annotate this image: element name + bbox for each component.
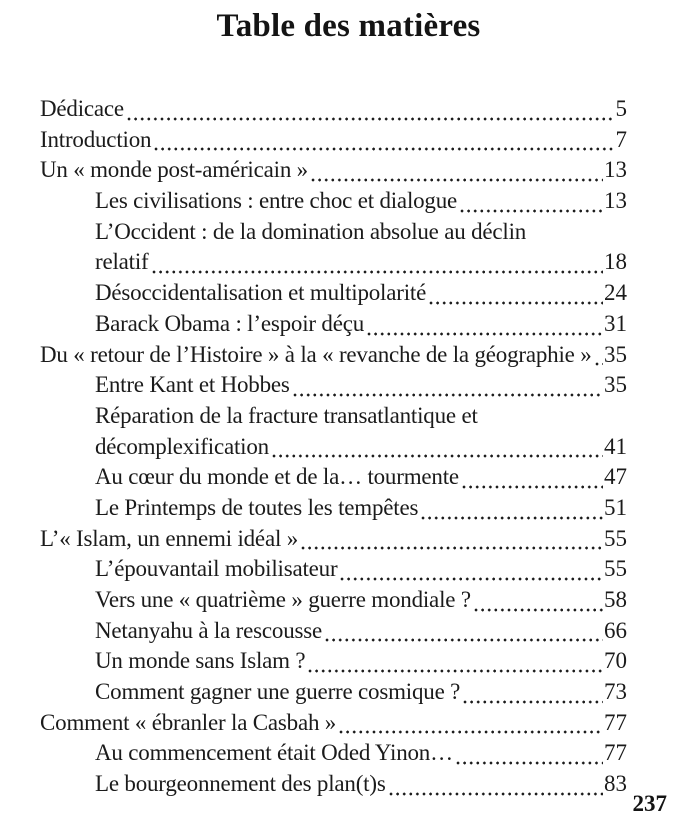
toc-entry (40, 618, 627, 649)
toc-entry-page: 83 (604, 771, 627, 797)
toc-entry-page: 77 (604, 709, 627, 735)
toc-entry-title: Comment gagner une guerre cosmique ? (95, 679, 461, 705)
page-title: Table des matières (216, 8, 481, 44)
toc-entry-page: 77 (604, 740, 627, 766)
dot-leader (460, 209, 603, 213)
toc-entry (40, 188, 627, 219)
toc-entry-page: 41 (604, 433, 627, 459)
dot-leader (474, 608, 603, 612)
toc-entry-title: Le Printemps de toutes les tempêtes (95, 494, 419, 520)
toc-entry (40, 710, 627, 741)
toc-entry-page: 73 (604, 679, 627, 705)
toc-entry (40, 434, 627, 465)
toc-entry-title: Au cœur du monde et de la… tourmente (95, 464, 459, 490)
dot-leader (311, 178, 603, 182)
dot-leader (325, 638, 603, 642)
toc-entry-title: Dédicace (40, 96, 124, 121)
toc-entry-page: 18 (604, 249, 627, 275)
dot-leader (367, 332, 603, 336)
toc-entry-title: Introduction (40, 126, 152, 152)
toc-entry (40, 219, 627, 250)
dot-leader (340, 577, 603, 581)
toc-entry-page: 24 (604, 280, 627, 306)
toc-entry-page: 55 (604, 525, 627, 551)
toc-entry (40, 648, 627, 679)
dot-leader (127, 117, 615, 121)
toc-entry (40, 495, 627, 526)
toc-entry-title: Entre Kant et Hobbes (95, 372, 290, 398)
dot-leader (456, 761, 603, 765)
toc-entry-title: Réparation de la fracture transatlantique et (95, 402, 478, 428)
toc-entry (40, 587, 627, 618)
toc-entry-title: Du « retour de l’Histoire » à la « revanche de la géographie » (40, 341, 592, 367)
toc-entry-title: L’Occident : de la domination absolue au déclin (95, 218, 527, 244)
toc-entry-page: 7 (615, 126, 627, 152)
toc-entry-title: Les civilisations : entre choc et dialogue (95, 188, 458, 214)
toc-entry-page: 35 (604, 372, 627, 398)
toc-entry (40, 342, 627, 373)
toc-entry (40, 280, 627, 311)
toc-entry (40, 127, 627, 158)
toc-entry (40, 249, 627, 280)
folio-page-number: 237 (632, 791, 667, 816)
toc-entry-page: 51 (604, 494, 627, 520)
dot-leader (462, 485, 603, 489)
toc-entry (40, 740, 627, 771)
toc-entry-title: Barack Obama : l’espoir déçu (95, 310, 365, 336)
dot-leader (595, 362, 603, 366)
dot-leader (308, 669, 603, 673)
toc-entry (40, 311, 627, 342)
toc-entry-page: 58 (604, 587, 627, 612)
dot-leader (339, 730, 603, 734)
toc-entry-title: Vers une « quatrième » guerre mondiale ? (95, 587, 471, 612)
table-of-contents (40, 96, 627, 802)
dot-leader (301, 546, 603, 550)
toc-entry (40, 157, 627, 188)
toc-entry-title: relatif (95, 249, 149, 275)
dot-leader (293, 393, 603, 397)
toc-entry-title: L’« Islam, un ennemi idéal » (40, 525, 298, 551)
toc-entry (40, 679, 627, 710)
dot-leader (389, 792, 603, 796)
toc-entry (40, 771, 627, 802)
toc-entry-page: 5 (615, 96, 627, 121)
toc-entry (40, 526, 627, 557)
toc-entry-title: Un monde sans Islam ? (95, 648, 306, 674)
toc-entry-title: L’épouvantail mobilisateur (95, 556, 338, 582)
dot-leader (152, 270, 603, 274)
toc-entry-page: 55 (604, 556, 627, 582)
toc-entry-page: 66 (604, 617, 627, 643)
toc-entry-title: décomplexification (95, 433, 269, 459)
toc-entry-title: Un « monde post-américain » (40, 157, 308, 183)
toc-entry (40, 556, 627, 587)
toc-entry-title: Le bourgeonnement des plan(t)s (95, 771, 386, 797)
toc-entry (40, 96, 627, 127)
dot-leader (421, 516, 603, 520)
toc-entry (40, 464, 627, 495)
dot-leader (272, 454, 603, 458)
toc-entry-page: 35 (604, 341, 627, 367)
toc-entry-page: 31 (604, 310, 627, 336)
dot-leader (154, 147, 614, 151)
toc-entry-page: 13 (604, 188, 627, 214)
toc-entry-title: Au commencement était Oded Yinon… (95, 740, 453, 766)
toc-entry-title: Désoccidentalisation et multipolarité (95, 280, 427, 306)
toc-entry-page: 47 (604, 464, 627, 490)
toc-entry (40, 403, 627, 434)
toc-entry-page: 70 (604, 648, 627, 674)
toc-entry-title: Comment « ébranler la Casbah » (40, 709, 337, 735)
toc-entry-title: Netanyahu à la rescousse (95, 617, 323, 643)
toc-entry (40, 372, 627, 403)
toc-entry-page: 13 (604, 157, 627, 183)
dot-leader (429, 301, 603, 305)
dot-leader (463, 700, 603, 704)
